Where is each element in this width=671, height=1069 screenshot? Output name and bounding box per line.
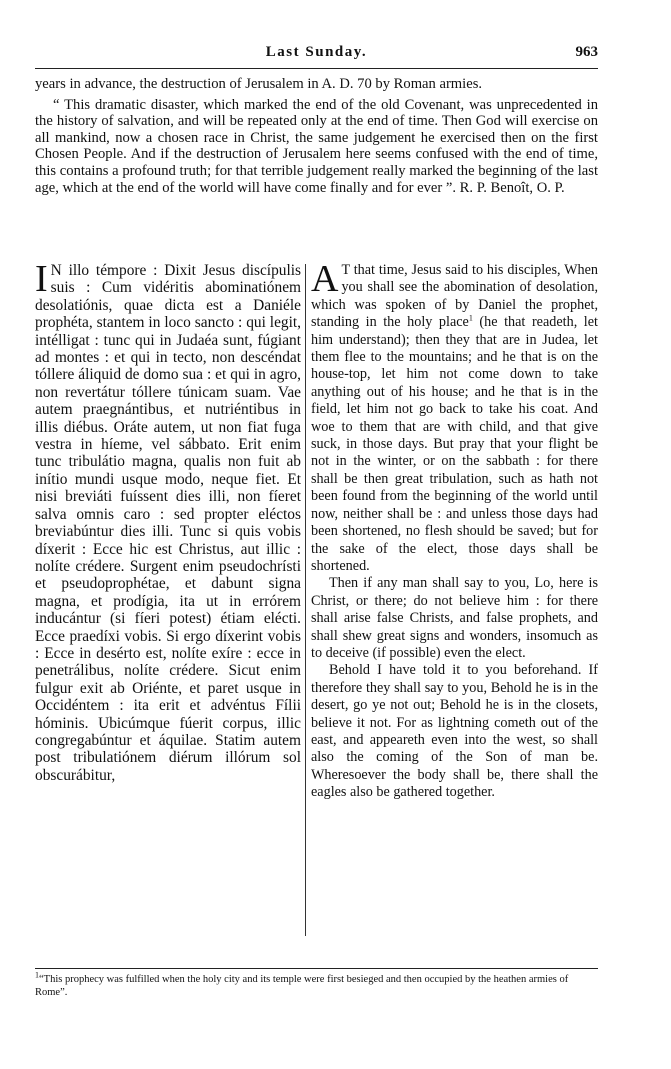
footnote-marker: 1 (35, 970, 39, 980)
english-dropcap: A (311, 258, 339, 300)
english-paragraph-3: Behold I have told it to you beforehand. If therefore they shall say to you, Behold he is in the desert, go ye not out; Behold he is in the closets, believe it not. For as lightning cometh out of the east, and appeareth even into the west, so shall also the coming of the Son of man be. Wheresoever the body shall be, there shall the eagles also be gathered together. (311, 662, 598, 801)
latin-text: N illo témpore : Dixit Jesus discípulis suis : Cum vidéritis abominatiónem desolatiónis, quae dicta est a Daniéle prophéta, stantem in loco sancto : qui legit, intélligat : tunc qui in Judaéa sunt, fúgiant ad montes : et qui in tecto, non descéndat tóllere áliquid de domo sua : et qui in agro, non revertátur tóllere túnicam suam. Vae autem praegnántibus, et nutriéntibus in illis diébus. Oráte autem, ut non fiat fuga vestra in híeme, vel sábbato. Erit enim tunc tribulátio magna, qualis non fuit ab inítio mundi usque modo, neque fiet. Et nisi breviáti fuíssent dies illi, non fíeret salva omnis caro : sed propter eléctos breviabúntur dies illi. Tunc si quis vobis díxerit : Ecce hic est Christus, aut illic : nolíte crédere. Surgent enim pseudochrísti et pseudoprophétae, et dabunt signa magna, et prodígia, ita ut in errórem inducántur (si fíeri potest) étiam elécti. Ecce praedíxi vobis. Si ergo díxerint vobis : Ecce in desérto est, nolíte exíre : ecce in penetrálibus, nolíte crédere. Sicut enim fulgur exit ab Oriénte, et paret usque in Occidéntem : ita erit et advéntus Fílii hóminis. Ubicúmque fúerit corpus, illic congregabúntur et áquilae. Statim autem post tribulatiónem diérum illórum sol obscurábitur, (35, 262, 301, 784)
gospel-columns (35, 258, 598, 942)
intro-paragraph-continuation: years in advance, the destruction of Jerusalem in A. D. 70 by Roman armies. (35, 76, 483, 92)
intro-text (35, 76, 598, 196)
intro-paragraph-quote: “ This dramatic disaster, which marked the end of the old Covenant, was unprecedented in the history of salvation, and will be repeated only at the end of time. Then God will exercise on all mankind, now a chosen race in Christ, the same judgement he exercised then on the first Chosen People. And if the destruction of Jerusalem here seems confused with the end of time, this contains a profound truth; for that terrible judgement really marked the beginning of the last age, which at the end of the world will have come finally and for ever ”. R. P. Benoît, O. P. (35, 96, 598, 196)
column-divider (305, 264, 306, 936)
footnote-reference: 1 (468, 313, 473, 323)
footnote-text: “This prophecy was fulfilled when the holy city and its temple were first besieged and then occupied by the heathen armies of Rome”. (35, 974, 569, 998)
latin-dropcap: I (35, 258, 48, 300)
english-text-1a: T that time, Jesus said to his disciples, When you shall see the abomination of desolation, which was spoken of by Daniel the prophet, standing in the holy place (311, 262, 598, 331)
english-text-1b: (he that readeth, let him understand); then they that are in Judea, let them flee to the mountains; and he that is on the house-top, let him not come down to take anything out of his house; and he that is in the field, let him not go back to take his coat. And woe to them that are with child, and that give suck, in those days. But pray that your flight be not in the winter, or on the sabbath : for there shall be then great tribulation, such as hath not been found from the beginning of the world until now, neither shall be : and unless those days had been shortened, no flesh should be saved; but for the sake of the elect, those days shall be shortened. (311, 314, 598, 574)
english-paragraph-1 (311, 258, 598, 575)
latin-column (35, 258, 301, 784)
english-column (311, 258, 598, 802)
running-header (35, 40, 598, 69)
english-paragraph-2: Then if any man shall say to you, Lo, here is Christ, or there; do not believe him : for there shall arise false Christs, and false prophets, and shall shew great signs and wonders, insomuch as to deceive (if possible) even the elect. (311, 575, 598, 661)
page-number: 963 (575, 44, 598, 60)
running-title: Last Sunday. (265, 44, 368, 60)
latin-paragraph (35, 258, 301, 784)
footnote-area (35, 968, 598, 999)
